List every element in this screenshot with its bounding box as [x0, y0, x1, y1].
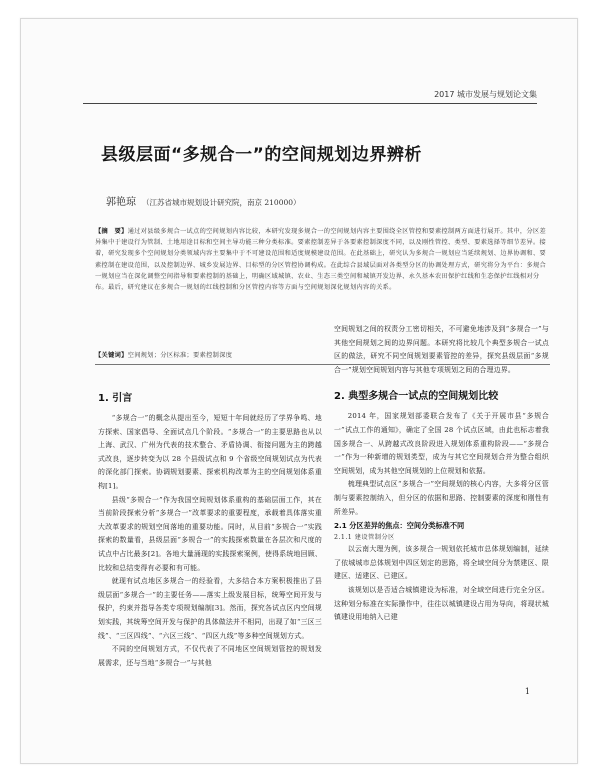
- subsection-2-1-1-heading: 2.1.1 建设管制分区: [334, 534, 395, 542]
- paper-title: 县级层面“多规合一”的空间规划边界辨析: [101, 145, 422, 165]
- keywords-text: 空间规划；分区标准；要素控制深度: [127, 352, 233, 359]
- author-line: [106, 193, 301, 208]
- section-1-heading: 1. 引言: [98, 393, 133, 404]
- paragraph: 县级“多规合一”作为我国空间规划体系重构的基础层面工作，其在当前阶段探索分析“多规合一”改革要求的重要程度，承载着具体落实重大改革要求的规划空间落地的重要功能。同时，从目前“多规合一”实践探索的数量看，县级层面“多规合一”的实践探索数量在各层次和尺度的试点中占比最多[2]。各地大量涌现的实践探索案例，使得系统地回顾、比较和总结变得有必要和有可能。: [98, 495, 322, 572]
- paragraph-continued: 空间规划之间的权责分工密切相关，不可避免地涉及到“多规合一”与其他空间规划之间的边界问题。本研究将比较几个典型多规合一试点区的做法，研究不同空间规划要素管控的差异，探究县级层面“多规合一”规划空间规划内容与其他专项规划之间的合理边界。: [334, 325, 549, 374]
- author-name: 郭艳琼: [106, 197, 136, 208]
- paragraph: 不同的空间规划方式，不仅代表了不同地区空间规划管控的规划发展需求，还与当地“多规合一”与其他: [98, 645, 322, 667]
- keywords-label: 【关键词】: [95, 352, 128, 359]
- paragraph: 以云南大理为例，该多规合一规划依托城市总体规划编制，延续了依城城市总体规划中四区划定的思路，将全域空间分为禁建区、限建区、适建区、已建区。: [334, 545, 549, 581]
- paragraph: 梳理典型试点区“多规合一”空间规划的核心内容，大多将分区管制与要素控制纳入，但分区的依据和思路、控制要素的深度和刚性有所差异。: [334, 480, 549, 516]
- right-column: [334, 323, 549, 625]
- abstract-text: 通过对县级多规合一试点的空间规划内容比较，本研究发现多规合一的空间规划内容主要围绕全区管控和要素控制两方面进行展开。其中，分区差异集中于建设行为管制、土地用途目标和空间主导功能三种分类标准。要素控制差异于各要素控制深度不同，以及刚性管控、类型、要素选择等细节差异。接着，研究发现多个空间规划分类领域内容主要集中于不可建设范围和适度规模建设范围。在此基础上，研究认为多规合一规划应当延续规划、边界协调和、要素控制在建设范围，以及控制边界、城乡发展边界、目标型的分区管控协调构成。在此综合县域层面对各类型分区的协调处理方式，研究将分为平台：多规合一规划应当在深化调整空间指导和要素控制的基础上，明确区域城镇、农业、生态三类空间和城镇开发边界、永久基本农田保护红线和生态保护红线相对分布。最后，研究建议在多规合一规划的红线控制和分区管控内容等方面与空间规划深化规划内容的关系。: [95, 228, 547, 292]
- paragraph: “多规合一”的概念从提出至今，短短十年间就经历了学界争鸣、地方探索、国家倡导、全面试点几个阶段。“多规合一”的主要思路也从以上海、武汉、广州为代表的技术整合、矛盾协调、衔接问题为主的跨越式改良，逐步转变为以 28 个县级试点和 9 个省级空间规划试点为代表的深化部门探索。协调规划要素、探索机构改革为主的空间规划体系重构[1]。: [98, 414, 322, 490]
- paper-page: [20, 18, 578, 764]
- abstract-label: 【摘 要】: [95, 228, 128, 235]
- page-number: 1: [524, 687, 530, 696]
- header-rule: [83, 103, 537, 104]
- author-affiliation: （江苏省城市规划设计研究院，南京 210000）: [142, 198, 301, 207]
- section-2-heading: 2. 典型多规合一试点的空间规划比较: [334, 391, 499, 403]
- paragraph: 就现有试点地区多规合一的经验看，大多结合本方案积极推出了县级层面“多规合一”的主要任务——落实上级发展目标，统筹空间开发与保护，约束并指导各类专项规划编制[3]。然而，探究各试点区内空间规划实践，其统筹空间开发与保护的具体做法并不相同，出现了如“三区三线”、“三区四线”、“六区三线”、“四区九线”等多种空间规划方式。: [98, 577, 322, 640]
- paragraph: 该规划以是否适合城镇建设为标准，对全域空间进行完全分区。这种划分标准在实际操作中，往往以城镇建设占用为导向，将现状城镇建设用地纳入已建: [334, 585, 549, 622]
- abstract: [95, 226, 550, 293]
- subsection-2-1-heading: 2.1 分区差异的焦点：空间分类标准不同: [334, 521, 465, 531]
- paragraph: 2014 年，国家规划部委联合发布了《关于开展市县“多规合一”试点工作的通知》，确定了全国 28 个试点区域，由此也标志着我国多规合一、从跨越式改良阶段进入规划体系重构阶段——“多规合一”作为一种新增的规划类型，成为与其它空间规划合并为整合组织空间规划，成为其他空间规划的上位规划和依据。: [334, 412, 549, 475]
- running-header: 2017 城市发展与规划论文集: [434, 90, 537, 99]
- left-column: [98, 379, 322, 670]
